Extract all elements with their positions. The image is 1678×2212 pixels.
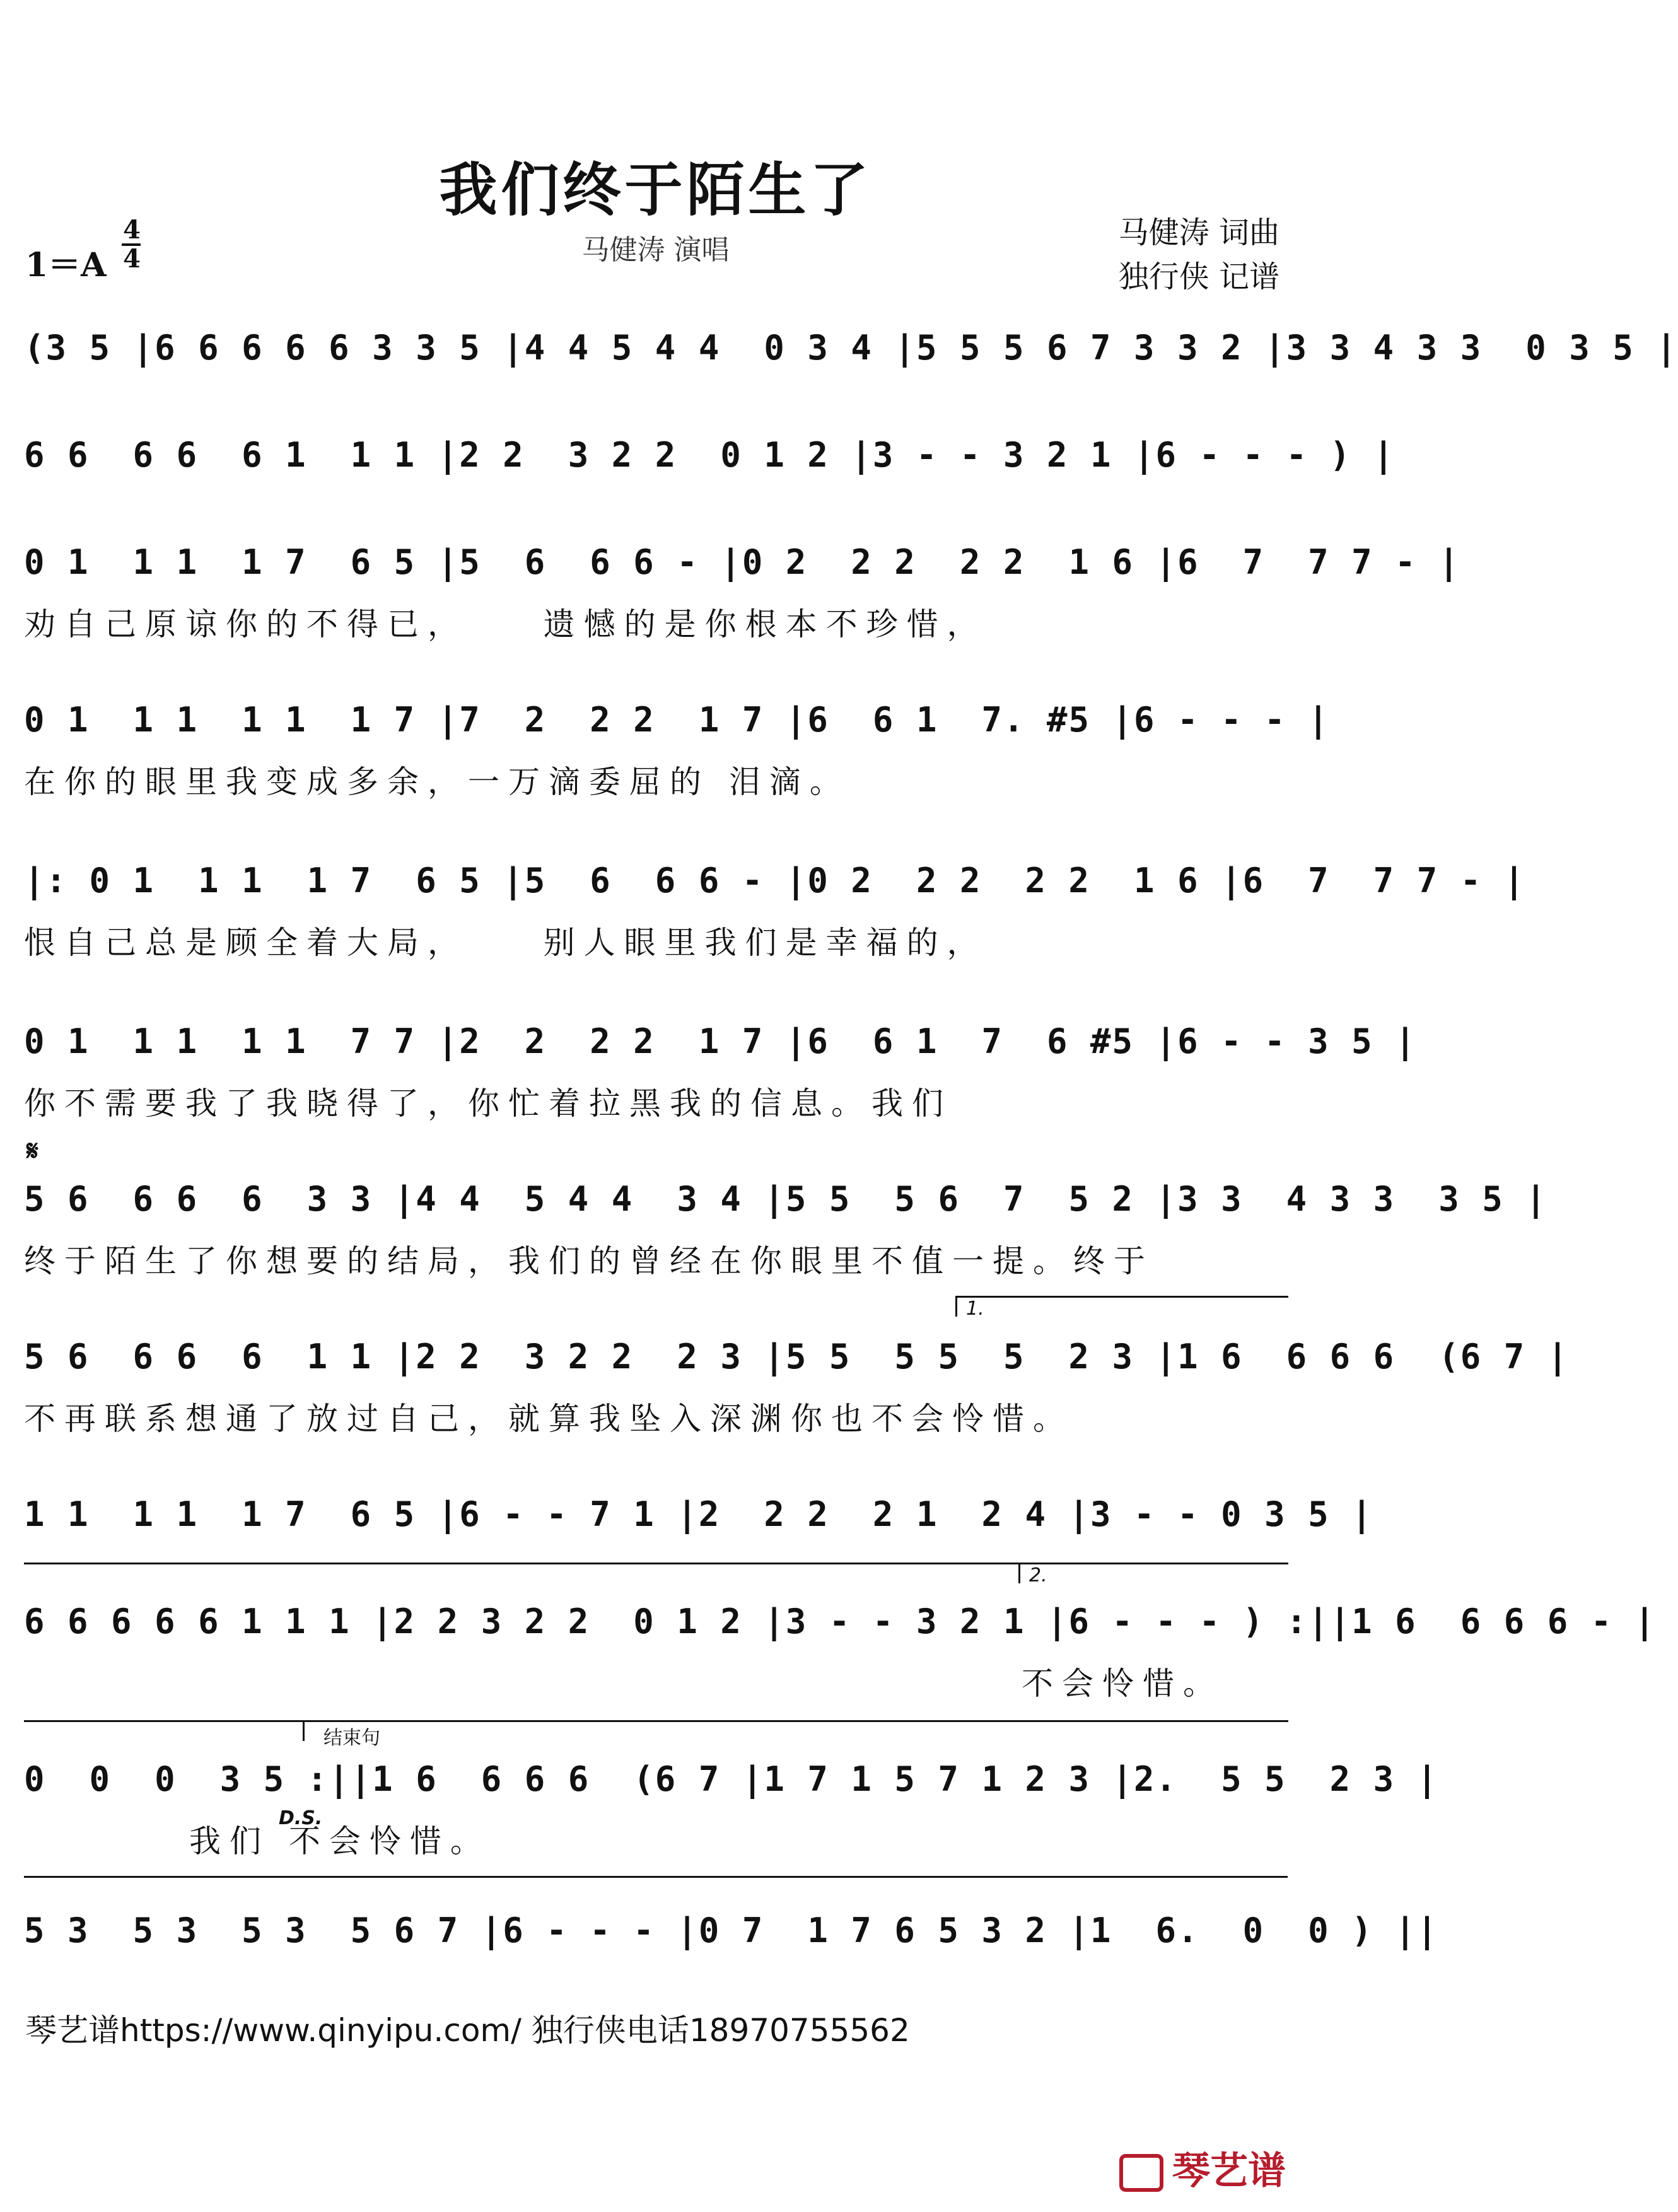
key-signature: 1＝A [25, 246, 107, 284]
lyrics-line-10: 不会怜惜。 [1022, 1665, 1223, 1702]
volta-bracket-2 [1018, 1563, 1288, 1586]
score-line-8: 5 6 6 6 6 1 1 |2 2 3 2 2 2 3 |5 5 5 5 5 2 3 |1 6 6 6 6 (6 7 | [24, 1337, 1570, 1377]
lyrics-line-3: 劝自己原谅你的不得已， 遗憾的是你根本不珍惜， [24, 606, 988, 643]
score-line-7: 5 6 6 6 6 3 3 |4 4 5 4 4 3 4 |5 5 5 6 7 5 2 |3 3 4 3 3 3 5 | [24, 1179, 1547, 1219]
score-line-11: 0 0 0 3 5 :||1 6 6 6 6 (6 7 |1 7 1 5 7 1 2 3 |2. 5 5 2 3 | [24, 1759, 1439, 1799]
lyrics-line-7: 终于陌生了你想要的结局，我们的曾经在你眼里不值一提。终于 [24, 1243, 1154, 1279]
time-signature-top: 4 [123, 215, 141, 245]
score-line-4: 0 1 1 1 1 1 1 7 |7 2 2 2 1 7 |6 6 1 7. #5 |6 - - - | [24, 700, 1330, 740]
ending-label: 结束句 [323, 1727, 380, 1749]
score-line-9: 1 1 1 1 1 7 6 5 |6 - - 7 1 |2 2 2 2 1 2 4 |3 - - 0 3 5 | [24, 1494, 1373, 1534]
ending-continuation [24, 1876, 1288, 1878]
lyrics-line-4: 在你的眼里我变成多余，一万滴委屈的 泪滴。 [24, 764, 850, 800]
volta-2-label: 2. [1029, 1564, 1047, 1586]
score-line-5: |: 0 1 1 1 1 7 6 5 |5 6 6 6 - |0 2 2 2 2 2 1 6 |6 7 7 7 - | [24, 861, 1526, 900]
lyrics-line-5: 恨自己总是顾全着大局， 别人眼里我们是幸福的， [24, 924, 988, 961]
segno-sign: 𝄋 [26, 1135, 38, 1167]
score-line-3: 0 1 1 1 1 7 6 5 |5 6 6 6 - |0 2 2 2 2 2 1 6 |6 7 7 7 - | [24, 542, 1460, 582]
lyrics-line-6: 你不需要我了我晓得了，你忙着拉黑我的信息。我们 [24, 1085, 952, 1122]
site-logo [1119, 2141, 1286, 2195]
volta-1-label: 1. [966, 1298, 984, 1320]
performer-credit: 马健涛 演唱 [581, 234, 730, 266]
score-line-12: 5 3 5 3 5 3 5 6 7 |6 - - - |0 7 1 7 6 5 3 2 |1 6. 0 0 ) || [24, 1911, 1439, 1950]
ending-bracket [303, 1720, 1288, 1749]
lyricist-composer-credit: 马健涛 词曲 [1118, 215, 1279, 250]
transcriber-credit: 独行侠 记谱 [1118, 259, 1279, 294]
score-line-6: 0 1 1 1 1 1 7 7 |2 2 2 2 1 7 |6 6 1 7 6 #5 |6 - - 3 5 | [24, 1022, 1417, 1061]
footer-text: 琴艺谱https://www.qinyipu.com/ 独行侠电话18970755562 [25, 2012, 910, 2049]
logo-icon [1119, 2154, 1163, 2192]
time-signature-bottom: 4 [123, 244, 141, 274]
ds-marking: D.S. [279, 1807, 323, 1829]
time-signature [123, 215, 141, 274]
lyrics-line-11: 我们 不会怜惜。 [189, 1823, 491, 1860]
logo-text: 琴艺谱 [1172, 2149, 1286, 2193]
score-line-1: (3 5 |6 6 6 6 6 3 3 5 |4 4 5 4 4 0 3 4 |5 5 5 6 7 3 3 2 |3 3 4 3 3 0 3 5 | [24, 328, 1678, 368]
lyrics-line-8: 不再联系想通了放过自己，就算我坠入深渊你也不会怜惜。 [24, 1400, 1073, 1437]
volta-bracket-1 [955, 1296, 1288, 1320]
score-title: 我们终于陌生了 [439, 156, 872, 224]
score-line-2: 6 6 6 6 6 1 1 1 |2 2 3 2 2 0 1 2 |3 - - 3 2 1 |6 - - - ) | [24, 435, 1395, 475]
score-line-10: 6 6 6 6 6 1 1 1 |2 2 3 2 2 0 1 2 |3 - - 3 2 1 |6 - - - ) :||1 6 6 6 6 - | [24, 1602, 1657, 1641]
